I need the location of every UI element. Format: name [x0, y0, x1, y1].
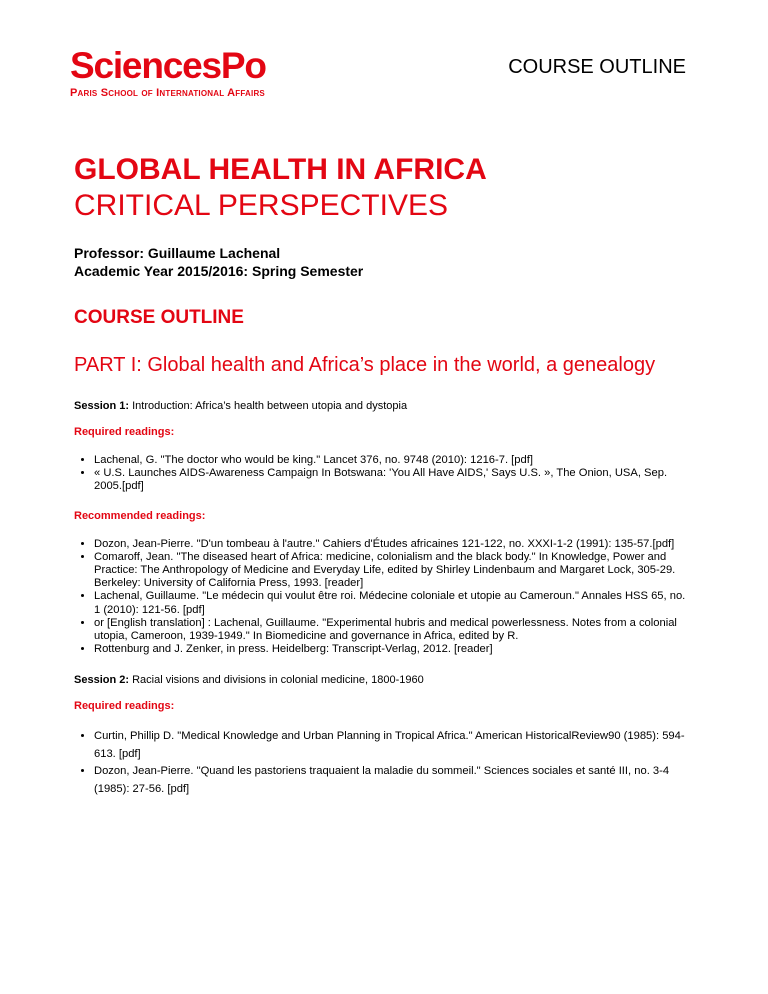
course-meta: [74, 244, 694, 280]
list-item: • Lachenal, Guillaume. "Le médecin qui voulut être roi. Médecine coloniale et utopie au Cameroun." Annales HSS 65, no. 1 (2010): 121-56. [pdf]: [94, 590, 694, 616]
session-1-required-list: [74, 454, 694, 494]
sciencespo-logo: [70, 45, 266, 99]
part-1-heading: PART I: Global health and Africa’s place in the world, a genealogy: [74, 354, 656, 376]
session-2-heading: [74, 674, 694, 686]
course-subtitle: CRITICAL PERSPECTIVES: [74, 189, 448, 222]
session-1-label: Session 1:: [74, 400, 130, 412]
session-1-recommended-label: Recommended readings:: [74, 509, 206, 522]
course-title: GLOBAL HEALTH IN AFRICA: [74, 153, 487, 186]
list-item: • or [English translation] : Lachenal, Guillaume. "Experimental hubris and medical powerlessness. Notes from a colonial utopia, Cameroon, 1939-1949." In Biomedicine and governance in Africa, edited by R.: [94, 617, 694, 643]
session-2-required-list: [74, 728, 694, 798]
logo-subtitle: [70, 87, 266, 99]
session-1-recommended-list: [74, 538, 694, 657]
session-2-label: Session 2:: [74, 674, 130, 687]
list-item: • Dozon, Jean-Pierre. "D'un tombeau à l'autre." Cahiers d'Études africaines 121-122, no. XXXI-1-2 (1991): 135-57.[pdf]: [94, 538, 694, 551]
list-item: • Dozon, Jean-Pierre. "Quand les pastoriens traquaient la maladie du sommeil." Sciences sociales et santé III, no. 3-4 (1985): 27-56. [pdf]: [94, 763, 694, 798]
logo-subtitle-text: Paris School of International Affairs: [70, 87, 265, 99]
list-item: • Rottenburg and J. Zenker, in press. Heidelberg: Transcript-Verlag, 2012. [reader]: [94, 643, 694, 656]
session-1-heading: [74, 400, 694, 412]
session-2-required-label: Required readings:: [74, 700, 175, 713]
academic-year-line: Academic Year 2015/2016: Spring Semester: [74, 263, 364, 279]
list-item: • Curtin, Phillip D. "Medical Knowledge and Urban Planning in Tropical Africa." American HistoricalReview90 (1985): 594-613. [pdf]: [94, 728, 694, 763]
session-1-title: Introduction: Africa’s health between utopia and dystopia: [129, 400, 408, 412]
outline-heading: COURSE OUTLINE: [74, 307, 244, 328]
list-item: • Lachenal, G. "The doctor who would be king." Lancet 376, no. 9748 (2010): 1216-7. [pdf]: [94, 454, 694, 467]
session-1-required-label: Required readings:: [74, 426, 175, 438]
logo-wordmark: SciencesPo: [70, 45, 266, 86]
document-type-label: COURSE OUTLINE: [508, 56, 686, 78]
session-2-title: Racial visions and divisions in colonial medicine, 1800-1960: [129, 674, 424, 687]
professor-line: Professor: Guillaume Lachenal: [74, 245, 281, 261]
list-item: • Comaroff, Jean. "The diseased heart of Africa: medicine, colonialism and the black body." In Knowledge, Power and Practice: The Anthropology of Medicine and Everyday Life, edited by Shirley Lindenbaum and Margaret Lock, 305-29. Berkeley: University of California Press, 1993. [reader]: [94, 551, 694, 591]
document-body: [74, 152, 694, 798]
list-item: • « U.S. Launches AIDS-Awareness Campaign In Botswana: 'You All Have AIDS,' Says U.S. », The Onion, USA, Sep. 2005.[pdf]: [94, 467, 694, 493]
